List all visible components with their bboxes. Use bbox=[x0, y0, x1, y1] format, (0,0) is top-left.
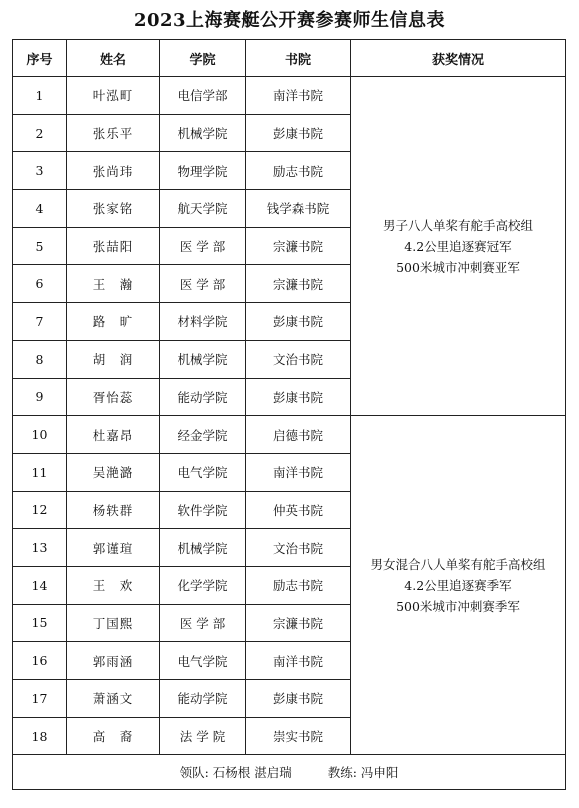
coach-label: 教练: bbox=[327, 765, 357, 781]
row-number: 8 bbox=[13, 340, 67, 378]
award-line: 男子八人单桨有舵手高校组 bbox=[382, 217, 533, 233]
row-number: 1 bbox=[13, 77, 67, 115]
college-name: 电信学部 bbox=[160, 77, 246, 115]
row-number: 18 bbox=[13, 717, 67, 755]
academy-name: 钱学森书院 bbox=[246, 190, 351, 228]
student-name: 路 旷 bbox=[67, 303, 160, 341]
student-name: 郭雨涵 bbox=[67, 642, 160, 680]
academy-name: 宗濂书院 bbox=[246, 265, 351, 303]
row-number: 3 bbox=[13, 152, 67, 190]
award-result bbox=[351, 77, 566, 416]
college-name: 电气学院 bbox=[160, 642, 246, 680]
college-name: 医 学 部 bbox=[160, 604, 246, 642]
academy-name: 仲英书院 bbox=[246, 491, 351, 529]
row-number: 6 bbox=[13, 265, 67, 303]
academy-name: 励志书院 bbox=[246, 152, 351, 190]
award-line: 500米城市冲刺赛亚军 bbox=[396, 259, 520, 275]
student-name: 胡 润 bbox=[67, 340, 160, 378]
academy-name: 南洋书院 bbox=[246, 642, 351, 680]
academy-name: 崇实书院 bbox=[246, 717, 351, 755]
college-name: 能动学院 bbox=[160, 378, 246, 416]
row-number: 16 bbox=[13, 642, 67, 680]
college-name: 医 学 部 bbox=[160, 265, 246, 303]
participants-table bbox=[12, 39, 566, 790]
student-name: 杜嘉昂 bbox=[67, 416, 160, 454]
college-name: 材料学院 bbox=[160, 303, 246, 341]
staff-info bbox=[13, 755, 566, 790]
college-name: 能动学院 bbox=[160, 680, 246, 718]
row-number: 14 bbox=[13, 566, 67, 604]
award-line: 4.2公里追逐赛季军 bbox=[404, 577, 512, 593]
table-row bbox=[13, 416, 566, 454]
college-name: 机械学院 bbox=[160, 529, 246, 567]
academy-name: 宗濂书院 bbox=[246, 227, 351, 265]
student-name: 高 裔 bbox=[67, 717, 160, 755]
academy-name: 文治书院 bbox=[246, 529, 351, 567]
row-number: 9 bbox=[13, 378, 67, 416]
college-name: 机械学院 bbox=[160, 340, 246, 378]
student-name: 王 瀚 bbox=[67, 265, 160, 303]
row-number: 7 bbox=[13, 303, 67, 341]
row-number: 2 bbox=[13, 114, 67, 152]
academy-name: 彭康书院 bbox=[246, 114, 351, 152]
academy-name: 文治书院 bbox=[246, 340, 351, 378]
footer-row bbox=[13, 755, 566, 790]
row-number: 5 bbox=[13, 227, 67, 265]
college-name: 经金学院 bbox=[160, 416, 246, 454]
academy-name: 彭康书院 bbox=[246, 680, 351, 718]
student-name: 张尚玮 bbox=[67, 152, 160, 190]
row-number: 13 bbox=[13, 529, 67, 567]
award-result bbox=[351, 416, 566, 755]
student-name: 王 欢 bbox=[67, 566, 160, 604]
student-name: 郭谨瑄 bbox=[67, 529, 160, 567]
college-name: 机械学院 bbox=[160, 114, 246, 152]
page-title: 2023上海赛艇公开赛参赛师生信息表 bbox=[133, 10, 446, 31]
row-number: 15 bbox=[13, 604, 67, 642]
table-row bbox=[13, 77, 566, 115]
row-number: 4 bbox=[13, 190, 67, 228]
academy-name: 启德书院 bbox=[246, 416, 351, 454]
coach-name: 冯申阳 bbox=[360, 765, 399, 781]
header-academy: 书院 bbox=[246, 40, 351, 77]
award-line: 4.2公里追逐赛冠军 bbox=[404, 238, 512, 254]
college-name: 软件学院 bbox=[160, 491, 246, 529]
academy-name: 彭康书院 bbox=[246, 378, 351, 416]
header-name: 姓名 bbox=[67, 40, 160, 77]
header-no: 序号 bbox=[13, 40, 67, 77]
college-name: 航天学院 bbox=[160, 190, 246, 228]
header-award: 获奖情况 bbox=[351, 40, 566, 77]
student-name: 杨轶群 bbox=[67, 491, 160, 529]
student-name: 丁国熙 bbox=[67, 604, 160, 642]
academy-name: 彭康书院 bbox=[246, 303, 351, 341]
college-name: 电气学院 bbox=[160, 453, 246, 491]
student-name: 叶泓町 bbox=[67, 77, 160, 115]
student-name: 吴滟潞 bbox=[67, 453, 160, 491]
leaders-names: 石杨根 湛启瑞 bbox=[212, 765, 292, 781]
college-name: 物理学院 bbox=[160, 152, 246, 190]
college-name: 法 学 院 bbox=[160, 717, 246, 755]
academy-name: 励志书院 bbox=[246, 566, 351, 604]
row-number: 11 bbox=[13, 453, 67, 491]
college-name: 化学学院 bbox=[160, 566, 246, 604]
student-name: 萧涵文 bbox=[67, 680, 160, 718]
header-college: 学院 bbox=[160, 40, 246, 77]
award-line: 男女混合八人单桨有舵手高校组 bbox=[370, 556, 546, 572]
student-name: 张乐平 bbox=[67, 114, 160, 152]
student-name: 张喆阳 bbox=[67, 227, 160, 265]
student-name: 胥怡蕊 bbox=[67, 378, 160, 416]
leaders-label: 领队: bbox=[179, 765, 209, 781]
academy-name: 南洋书院 bbox=[246, 77, 351, 115]
academy-name: 南洋书院 bbox=[246, 453, 351, 491]
row-number: 10 bbox=[13, 416, 67, 454]
award-line: 500米城市冲刺赛季军 bbox=[396, 598, 520, 614]
table-header-row bbox=[13, 40, 566, 77]
college-name: 医 学 部 bbox=[160, 227, 246, 265]
academy-name: 宗濂书院 bbox=[246, 604, 351, 642]
row-number: 12 bbox=[13, 491, 67, 529]
student-name: 张家铭 bbox=[67, 190, 160, 228]
row-number: 17 bbox=[13, 680, 67, 718]
